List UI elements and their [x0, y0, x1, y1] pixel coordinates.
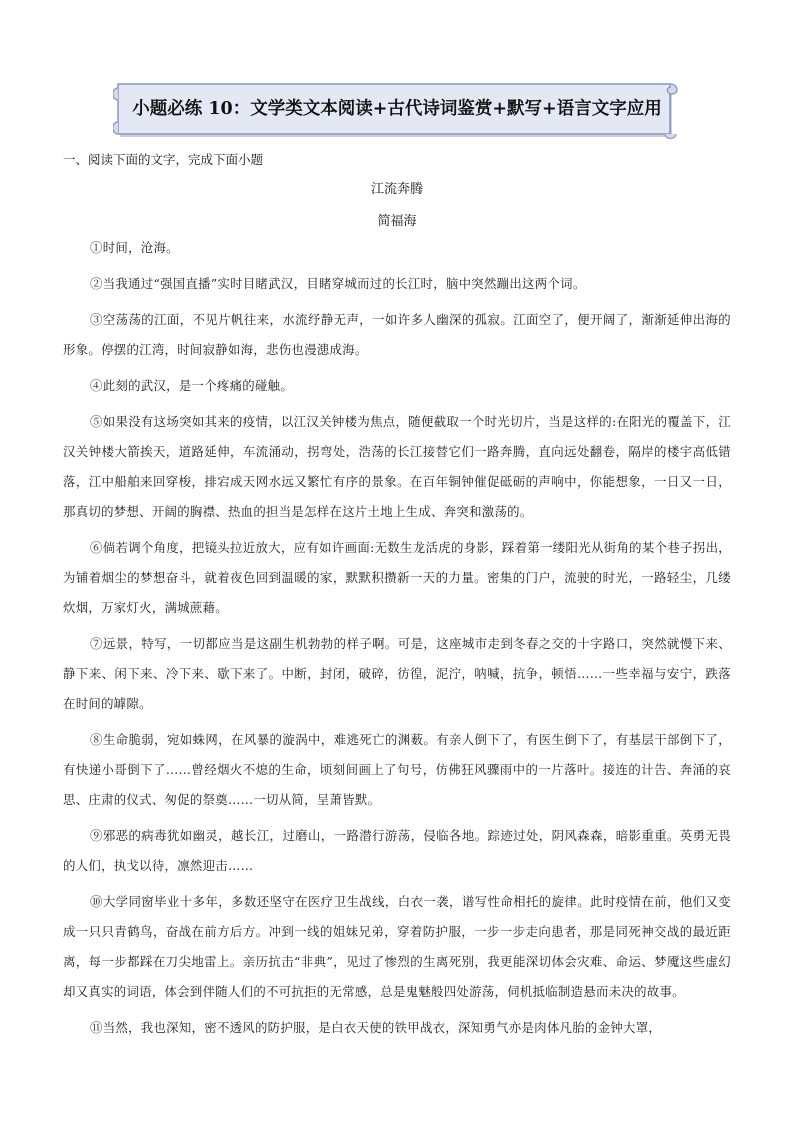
paragraph: ⑧生命脆弱，宛如蛛网，在风暴的漩涡中，难逃死亡的渊薮。有亲人倒下了，有医生倒下了，有基层干部倒下了，有快递小哥倒下了……曾经烟火不熄的生命，顷刻间画上了句号，仿佛狂风骤雨中的一片落叶。接连的计告、奔涌的哀思、庄肃的仪式、匆促的祭奠……一切从简，呈萧皆默。: [63, 732, 731, 807]
title-banner: [113, 78, 681, 140]
paragraph: ④此刻的武汉，是一个疼痛的碰触。: [90, 378, 294, 393]
paragraph: ①时间，沧海。: [90, 240, 179, 255]
article-author: 简福海: [377, 214, 417, 229]
paragraph: ⑥倘若调个角度，把镜头拉近放大，应有如许画面:无数生龙活虎的身影，踩着第一缕阳光从街角的某个巷子拐出，为铺着烟尘的梦想奋斗，就着夜色回到温暖的家，默默积攒新一天的力量。密集的门户，流驶的时光，一路轻尘，几缕炊烟，万家灯火，满城蔗藉。: [63, 540, 731, 615]
paragraph: ⑦远景，特写，一切都应当是这副生机勃勃的样子啊。可是，这座城市走到冬春之交的十字路口，突然就慢下来、静下来、闲下来、冷下来、歇下来了。中断，封闭，破碎，彷徨，泥泞，呐喊，抗争，顿悟……一些幸福与安宁，跌落在时间的罅隙。: [63, 636, 731, 711]
article-title: 江流奔腾: [370, 182, 423, 197]
paragraph: ③空荡荡的江面，不见片帆往来，水流纾静无声，一如许多人幽深的孤寂。江面空了，便开阔了，渐渐延伸出海的形象。停摆的江湾，时间寂静如海，悲伤也漫漶成海。: [63, 312, 731, 357]
paragraph: ②当我通过“强国直播”实时目睹武汉，目睹穿城而过的长江时，脑中突然蹦出这两个词。: [90, 276, 586, 291]
paragraph: ⑤如果没有这场突如其来的疫情，以江汉关钟楼为焦点，随便截取一个时光切片，当是这样的:在阳光的覆盖下，江汉关钟楼大箭挨天，道路延伸，车流涌动，拐弯处，浩荡的长江接替它们一路奔腾，直向远处翻卷，隔岸的楼宇高低错落，江中船舶来回穿梭，排宕成天网水远又繁忙有序的景象。在百年铜钟催促砥砺的声响中，你能想象，一日又一日，那真切的梦想、开阔的胸襟、热血的担当是怎样在这片土地上生成、奔突和激荡的。: [63, 414, 731, 519]
paragraph: ⑩大学同窗毕业十多年，多数还坚守在医疗卫生战线，白衣一袭，谱写性命相托的旋律。此时疫情在前，他们又变成一只只青鹤鸟，奋战在前方后方。冲到一线的姐妹兄弟，穿着防护服，一步一步走向患者，那是同死神交战的最近距离，每一步都踩在刀尖地雷上。亲历抗击“非典”，见过了惨烈的生离死别，我更能深切体会灾难、命运、梦魇这些虚幻却又真实的词语，体会到伴随人们的不可抗拒的无常感，总是鬼魅般四处游荡，伺机抵临制造悬而未决的故事。: [63, 894, 731, 999]
section-heading: 一、阅读下面的文字，完成下面小题: [63, 152, 264, 167]
paragraph: ⑪当然，我也深知，密不透风的防护服，是白衣天使的铁甲战衣，深知勇气亦是肉体凡胎的金钟大罩，: [90, 1020, 662, 1035]
paragraph: ⑨邪恶的病毒犹如幽灵，越长江，过磨山，一路潜行游荡，侵临各地。踪迹过处，阴风森森，暗影重重。英勇无畏的人们，执戈以待，凛然迎击……: [63, 828, 731, 873]
page-title: 小题必练 10：文学类文本阅读+古代诗词鉴赏+默写+语言文字应用: [132, 99, 662, 119]
article-body: [63, 233, 731, 1049]
